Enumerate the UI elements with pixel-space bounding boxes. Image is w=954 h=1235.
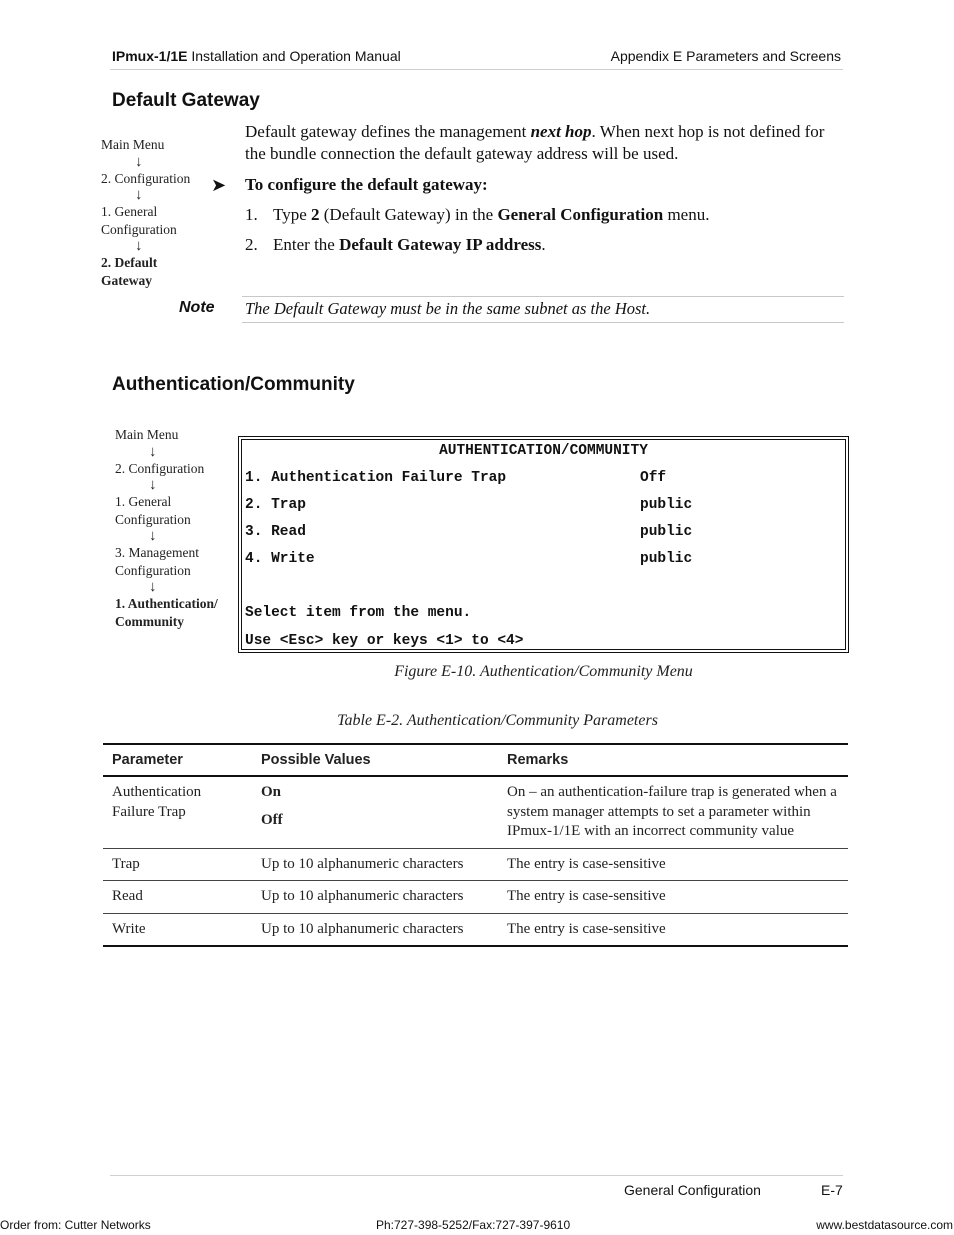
intro-paragraph: [245, 121, 845, 165]
terminal-prompt: Select item from the menu.: [245, 605, 472, 621]
footer-section-name: General Configuration: [624, 1182, 761, 1198]
path-auth-a: 1. Authentication/: [115, 596, 218, 611]
terminal-title: AUTHENTICATION/COMMUNITY: [439, 443, 648, 459]
table-row: [103, 881, 848, 914]
path-configuration: 2. Configuration: [115, 460, 205, 476]
down-arrow-icon: ↓: [135, 238, 143, 254]
path-default-b: Gateway: [101, 272, 152, 288]
terminal-item-value: public: [640, 497, 693, 513]
step-number: 1.: [245, 205, 258, 224]
note-label: Note: [179, 299, 215, 316]
phone-fax: Ph:727-398-5252/Fax:727-397-9610: [376, 1218, 571, 1232]
path-general-b: Configuration: [101, 221, 177, 237]
down-arrow-icon: ↓: [135, 153, 143, 170]
path-configuration: 2. Configuration: [101, 170, 191, 186]
intro-emphasis: next hop: [530, 122, 592, 141]
step-number: 2.: [245, 235, 258, 254]
path-default-a: 2. Default: [101, 255, 158, 270]
procedure-title: To configure the default gateway:: [245, 175, 488, 194]
table-cell-values: Up to 10 alphanumeric characters: [252, 848, 498, 881]
step-bold: 2: [311, 205, 320, 224]
path-general-a: 1. General: [101, 204, 158, 219]
down-arrow-icon: ↓: [149, 477, 157, 493]
terminal-item-label: 3. Read: [245, 524, 306, 540]
column-header: Parameter: [103, 744, 252, 776]
terminal-item-label: 2. Trap: [245, 497, 306, 513]
footer-divider: [110, 1175, 843, 1176]
table-cell-remarks: On – an authentication-failure trap is generated when a system manager attempts to set a parameter within IPmux-1/1E with an incorrect community value: [498, 776, 848, 848]
path-management-b: Configuration: [115, 562, 191, 578]
table-cell-values: Up to 10 alphanumeric characters: [252, 881, 498, 914]
column-header: Remarks: [498, 744, 848, 776]
table-cell-values: Up to 10 alphanumeric characters: [252, 913, 498, 946]
table-cell-values: [252, 776, 498, 848]
note-text: The Default Gateway must be in the same subnet as the Host.: [245, 299, 651, 318]
table-cell-parameter: Write: [103, 913, 252, 946]
section-title-default-gateway: Default Gateway: [112, 90, 260, 111]
menu-path-authentication: [115, 426, 235, 630]
path-management-a: 3. Management: [115, 545, 199, 560]
down-arrow-icon: ↓: [135, 187, 143, 203]
down-arrow-icon: ↓: [149, 443, 157, 460]
path-auth-b: Community: [115, 613, 185, 629]
procedure-step-1: [245, 204, 709, 226]
terminal-screen: [238, 436, 849, 653]
menu-path-default-gateway: [101, 136, 211, 289]
path-main-menu: Main Menu: [115, 427, 179, 442]
manual-name: Installation and Operation Manual: [191, 48, 401, 64]
table-row: [103, 848, 848, 881]
column-header: Possible Values: [252, 744, 498, 776]
step-text: (Default Gateway) in the: [319, 205, 498, 224]
terminal-hint: Use <Esc> key or keys <1> to <4>: [245, 633, 524, 649]
terminal-item-value: public: [640, 524, 693, 540]
running-header-appendix: Appendix E Parameters and Screens: [610, 48, 841, 64]
page-number: E-7: [821, 1182, 843, 1198]
table-cell-parameter: [103, 776, 252, 848]
value-off: Off: [261, 811, 283, 828]
down-arrow-icon: ↓: [149, 579, 157, 595]
table-cell-parameter: Trap: [103, 848, 252, 881]
param-line: Failure Trap: [112, 803, 186, 820]
down-arrow-icon: ↓: [149, 528, 157, 544]
step-text: Enter the: [273, 235, 340, 254]
intro-text-2: . When next hop is not defined for the bundle connection the default gateway address will be used.: [245, 122, 825, 163]
figure-caption: Figure E-10. Authentication/Community Menu: [394, 663, 693, 680]
running-header-title: [112, 48, 401, 64]
terminal-item-value: public: [640, 551, 693, 567]
step-bold: General Configuration: [497, 205, 664, 224]
product-name: IPmux-1/1E: [112, 48, 188, 64]
terminal-screen-inner: [241, 439, 846, 650]
table-cell-remarks: The entry is case-sensitive: [498, 881, 848, 914]
table-caption: Table E-2. Authentication/Community Parameters: [337, 712, 658, 729]
step-bold: Default Gateway IP address: [339, 235, 542, 254]
table-cell-remarks: The entry is case-sensitive: [498, 913, 848, 946]
section-title-authentication: Authentication/Community: [112, 374, 355, 395]
step-text: .: [541, 235, 546, 254]
table-cell-parameter: Read: [103, 881, 252, 914]
table-row: [103, 776, 848, 848]
terminal-item-label: 4. Write: [245, 551, 315, 567]
table-header-row: [103, 744, 848, 776]
note-rule-top: [242, 296, 844, 297]
note-rule-bottom: [242, 322, 844, 323]
path-general-a: 1. General: [115, 494, 172, 509]
procedure-arrow-icon: ➤: [211, 175, 227, 195]
table-cell-remarks: The entry is case-sensitive: [498, 848, 848, 881]
table-row: [103, 913, 848, 946]
header-divider: [110, 69, 843, 70]
step-text: menu.: [663, 205, 710, 224]
value-on: On: [261, 784, 282, 800]
path-general-b: Configuration: [115, 511, 191, 527]
path-main-menu: Main Menu: [101, 137, 165, 152]
terminal-item-value: Off: [640, 470, 667, 486]
step-text: Type: [273, 205, 311, 224]
parameters-table: [103, 743, 848, 947]
order-info: Order from: Cutter Networks: [0, 1218, 151, 1232]
website-link[interactable]: www.bestdatasource.com: [816, 1218, 953, 1232]
procedure-step-2: [245, 234, 546, 256]
terminal-item-label: 1. Authentication Failure Trap: [245, 470, 507, 486]
param-line: Authentication: [112, 784, 202, 800]
intro-text-1: Default gateway defines the management: [245, 122, 531, 141]
